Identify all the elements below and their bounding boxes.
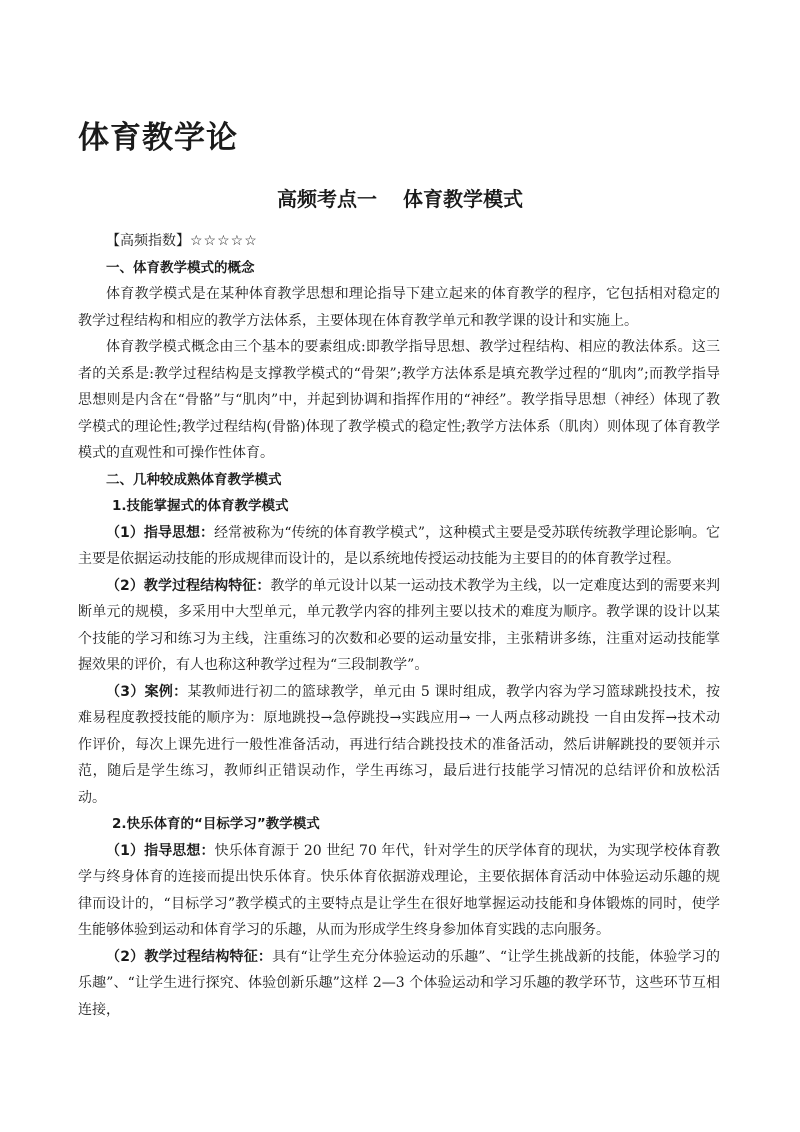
item-label: （1）指导思想： — [106, 524, 215, 541]
item-text: 教学的单元设计以某一运动技术教学为主线，以一定难度达到的需要来判断单元的规模，多采用中大型单元，单元教学内容的排列主要以技术的难度为顺序。教学课的设计以某个技能的学习和练习为主线，注重练习的次数和必要的运动量安排，主张精讲多练，注重对运动技能掌握效果的评价，有人也称这种教学过程为“三段制教学”。 — [78, 577, 720, 673]
item-label: （2）教学过程结构特征： — [106, 948, 273, 965]
subheading-happy-model: 2.快乐体育的“目标学习”教学模式 — [112, 816, 320, 832]
paragraph — [78, 520, 720, 573]
section-name: 体育教学模式 — [403, 187, 523, 211]
item-text: 经常被称为“传统的体育教学模式”，这种模式主要是受苏联传统教学理论影响。它主要是依据运动技能的形成规律而设计的，是以系统地传授运动技能为主要目的的体育教学过程。 — [78, 524, 720, 567]
item-text: 快乐体育源于 20 世纪 70 年代，针对学生的厌学体育的现状，为实现学校体育教学与终身体育的连接而提出快乐体育。快乐体育依据游戏理论，主要依据体育活动中体验运动乐趣的规律而设计的，“目标学习”教学模式的主要特点是让学生在很好地掌握运动技能和身体锻炼的同时，使学生能够体验到运动和体育学习的乐趣，从而为形成学生终身参加体育实践的志向服务。 — [78, 842, 720, 938]
paragraph — [78, 838, 720, 944]
section-number: 高频考点一 — [277, 187, 377, 211]
item-text: 具有“让学生充分体验运动的乐趣”、“让学生挑战新的技能，体验学习的乐趣”、“让学生进行探究、体验创新乐趣”这样 2—3 个体验运动和学习乐趣的教学环节，这些环节互相连接， — [78, 948, 720, 1018]
item-label: （3）案例： — [106, 683, 188, 700]
document-title: 体育教学论 — [78, 120, 238, 156]
item-label: （1）指导思想： — [106, 842, 215, 859]
section-title — [0, 183, 800, 212]
paragraph — [78, 573, 720, 679]
paragraph: 体育教学模式是在某种体育教学思想和理论指导下建立起来的体育教学的程序，它包括相对稳定的教学过程结构和相应的教学方法体系，主要体现在体育教学单元和教学课的设计和实施上。 — [78, 286, 720, 329]
heading-concept: 一、体育教学模式的概念 — [106, 259, 255, 276]
frequency-label: 【高频指数】 — [106, 233, 190, 249]
frequency-stars: ☆☆☆☆☆ — [190, 233, 258, 249]
document-body — [78, 228, 720, 1023]
subheading-skill-model: 1.技能掌握式的体育教学模式 — [112, 498, 289, 514]
paragraph — [78, 679, 720, 812]
heading-models: 二、几种较成熟体育教学模式 — [106, 471, 282, 488]
item-text: 某教师进行初二的篮球教学，单元由 5 课时组成，教学内容为学习篮球跳投技术，按难易程度教授技能的顺序为：原地跳投→急停跳投→实践应用→ 一人两点移动跳投 一自由发挥→技术动作评价，每次上课先进行一般性准备活动，再进行结合跳投技术的准备活动，然后讲解跳投的要领并示范，随后是学生练习，教师纠正错误动作，学生再练习，最后进行技能学习情况的总结评价和放松活动。 — [78, 683, 720, 806]
paragraph: 体育教学模式概念由三个基本的要素组成:即教学指导思想、教学过程结构、相应的教法体系。这三者的关系是:教学过程结构是支撑教学模式的“骨架”;教学方法体系是填充教学过程的“肌肉”;而教学指导思想则是内含在“骨骼”与“肌肉”中，并起到协调和指挥作用的“神经”。教学指导思想（神经）体现了教学模式的理论性;教学过程结构(骨骼)体现了教学模式的稳定性;教学方法体系（肌肉）则体现了体育教学模式的直观性和可操作性体育。 — [78, 339, 720, 461]
paragraph — [78, 944, 720, 1024]
frequency-index — [78, 228, 720, 255]
item-label: （2）教学过程结构特征： — [106, 577, 271, 594]
